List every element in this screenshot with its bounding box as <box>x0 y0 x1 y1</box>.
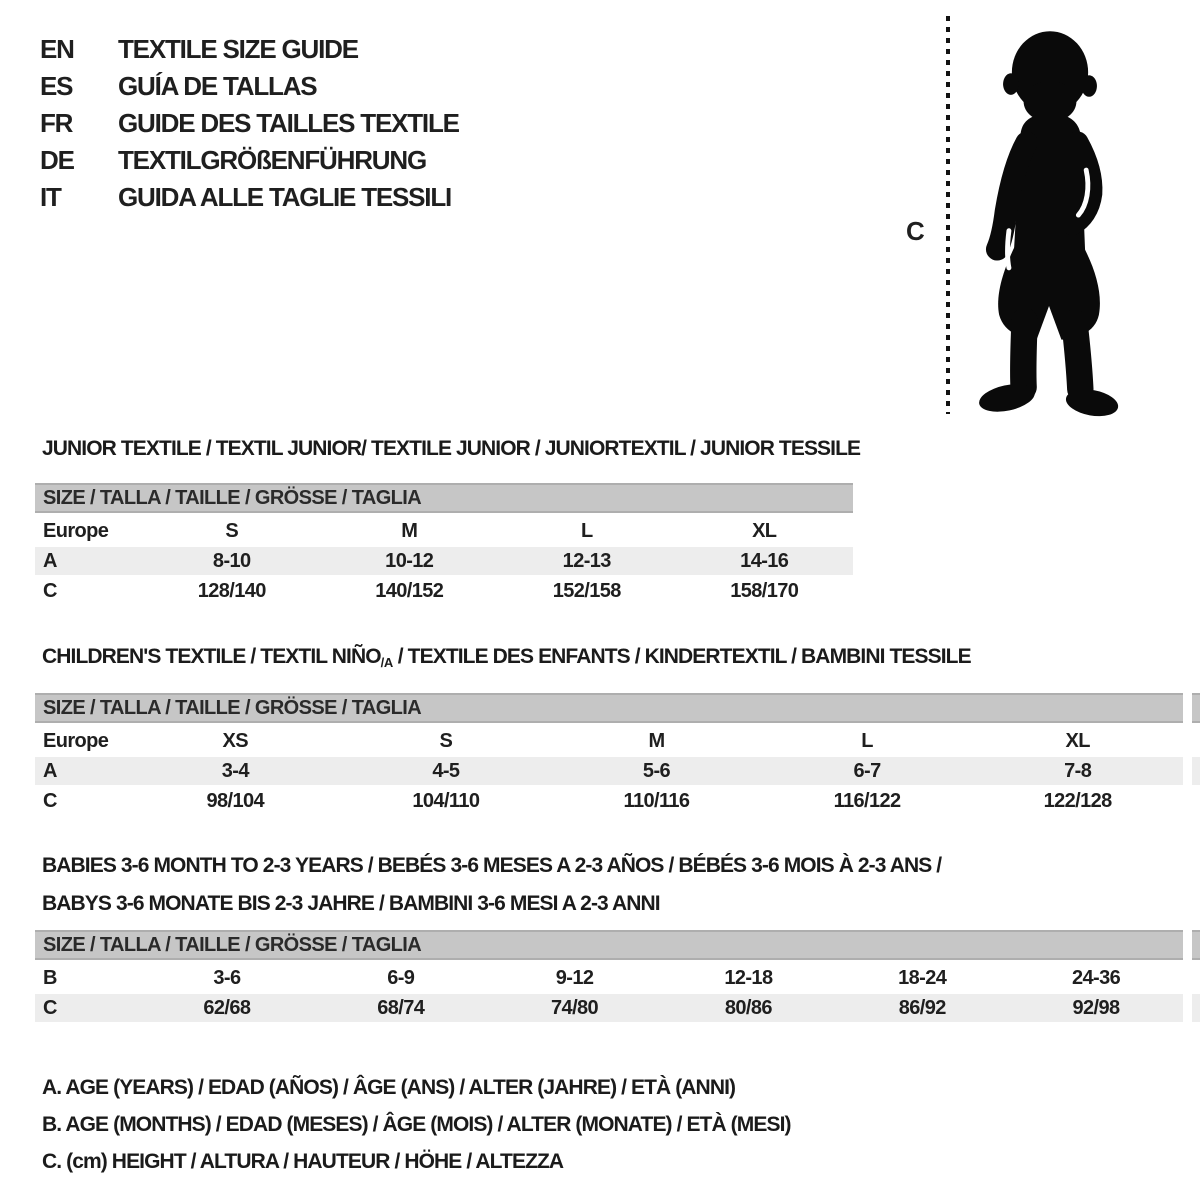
table-cell: XL <box>1065 729 1090 752</box>
table-row <box>35 994 1183 1022</box>
legend-line-a: A. AGE (YEARS) / EDAD (AÑOS) / ÂGE (ANS) / ALTER (JAHRE) / ETÀ (ANNI) <box>42 1076 736 1099</box>
language-code: DE <box>40 145 74 175</box>
table-cell: 116/122 <box>833 789 901 812</box>
row-label: A <box>43 759 57 782</box>
legend-line-b: B. AGE (MONTHS) / EDAD (MESES) / ÂGE (MOIS) / ALTER (MONATE) / ETÀ (MESI) <box>42 1113 791 1136</box>
table-cell: M <box>401 519 418 542</box>
table-cell: 12-13 <box>562 549 611 572</box>
table-row <box>35 727 1183 755</box>
language-row <box>40 105 459 142</box>
table-cell: 158/170 <box>730 579 799 602</box>
guide-title: TEXTILE SIZE GUIDE <box>118 34 358 64</box>
row-label: C <box>43 996 57 1019</box>
table-cell: 104/110 <box>412 789 480 812</box>
table-cell: XS <box>222 729 249 752</box>
language-code: FR <box>40 108 73 138</box>
table-cell: L <box>861 729 873 752</box>
table-cell: 6-9 <box>387 966 415 989</box>
table-cell: 24-36 <box>1071 966 1121 989</box>
section-title-babies <box>42 847 941 923</box>
language-row <box>40 68 459 105</box>
legend-line-c: C. (cm) HEIGHT / ALTURA / HAUTEUR / HÖHE / ALTEZZA <box>42 1150 564 1173</box>
row-label: A <box>43 549 57 572</box>
table-edge-fragment <box>1192 994 1200 1022</box>
table-cell: S <box>439 729 453 752</box>
table-cell: 8-10 <box>212 549 251 572</box>
table-cell: XL <box>752 519 777 542</box>
table-cell: 68/74 <box>377 996 425 1019</box>
row-label: Europe <box>43 519 109 542</box>
language-row <box>40 179 459 216</box>
section-title-text: / TEXTILE DES ENFANTS / KINDERTEXTIL / BAMBINI TESSILE <box>392 645 971 668</box>
table-cell: 152/158 <box>552 579 621 602</box>
children-size-table <box>35 693 1183 817</box>
table-cell: 86/92 <box>898 996 946 1019</box>
table-cell: 4-5 <box>432 759 460 782</box>
table-edge-fragment <box>1192 930 1200 960</box>
table-cell: S <box>225 519 239 542</box>
section-title-subscript: /A <box>380 655 393 670</box>
section-title-line: BABIES 3-6 MONTH TO 2-3 YEARS / BEBÉS 3-6 MESES A 2-3 AÑOS / BÉBÉS 3-6 MOIS À 2-3 ANS / <box>42 854 942 877</box>
table-cell: 12-18 <box>724 966 773 989</box>
language-code: ES <box>40 71 73 101</box>
table-row <box>35 757 1183 785</box>
table-cell: 92/98 <box>1072 996 1120 1019</box>
table-cell: 3-4 <box>221 759 249 782</box>
table-row <box>35 517 853 545</box>
size-header-bar: SIZE / TALLA / TAILLE / GRÖSSE / TAGLIA <box>35 930 1183 960</box>
table-cell: 98/104 <box>206 789 265 812</box>
guide-title: GUIDA ALLE TAGLIE TESSILI <box>118 182 452 212</box>
table-row <box>35 577 853 605</box>
section-title-junior: JUNIOR TEXTILE / TEXTIL JUNIOR/ TEXTILE JUNIOR / JUNIORTEXTIL / JUNIOR TESSILE <box>42 437 861 460</box>
language-row <box>40 31 459 68</box>
row-label: C <box>43 579 57 602</box>
table-cell: 110/116 <box>623 789 690 812</box>
table-cell: L <box>580 519 593 542</box>
size-header-bar: SIZE / TALLA / TAILLE / GRÖSSE / TAGLIA <box>35 483 853 513</box>
guide-title: GUIDE DES TAILLES TEXTILE <box>118 108 459 138</box>
section-title-line: BABYS 3-6 MONATE BIS 2-3 JAHRE / BAMBINI 3-6 MESI A 2-3 ANNI <box>42 892 660 915</box>
row-label: C <box>43 789 57 812</box>
size-header-bar: SIZE / TALLA / TAILLE / GRÖSSE / TAGLIA <box>35 693 1183 723</box>
language-code: IT <box>40 182 61 212</box>
table-row <box>35 964 1183 992</box>
language-row <box>40 142 459 179</box>
babies-size-table <box>35 930 1183 1024</box>
table-cell: 128/140 <box>197 579 266 602</box>
table-cell: M <box>648 729 665 752</box>
table-cell: 122/128 <box>1043 789 1112 812</box>
section-title-children <box>42 645 971 670</box>
table-cell: 6-7 <box>853 759 881 782</box>
guide-title: TEXTILGRÖßENFÜHRUNG <box>118 145 426 175</box>
table-edge-fragment <box>1192 693 1200 723</box>
table-row <box>35 547 853 575</box>
language-title-block <box>40 31 459 216</box>
toddler-silhouette-icon <box>962 18 1138 420</box>
table-cell: 18-24 <box>898 966 947 989</box>
table-cell: 7-8 <box>1064 759 1092 782</box>
row-label: B <box>43 966 57 989</box>
height-measure-dotted-line <box>946 16 950 414</box>
language-code: EN <box>40 34 74 64</box>
junior-size-table <box>35 483 853 607</box>
guide-title: GUÍA DE TALLAS <box>118 71 317 101</box>
row-label: Europe <box>43 729 109 752</box>
table-cell: 3-6 <box>213 966 241 989</box>
table-cell: 140/152 <box>375 579 444 602</box>
table-cell: 80/86 <box>724 996 772 1019</box>
legend-block <box>42 1069 791 1180</box>
table-cell: 62/68 <box>203 996 251 1019</box>
section-title-text: CHILDREN'S TEXTILE / TEXTIL NIÑO <box>42 645 381 668</box>
table-cell: 5-6 <box>642 759 671 782</box>
height-measure-label: C <box>906 216 924 246</box>
table-row <box>35 787 1183 815</box>
table-edge-fragment <box>1192 757 1200 785</box>
table-cell: 74/80 <box>551 996 599 1019</box>
table-cell: 10-12 <box>385 549 434 572</box>
table-cell: 14-16 <box>740 549 789 572</box>
table-cell: 9-12 <box>555 966 594 989</box>
